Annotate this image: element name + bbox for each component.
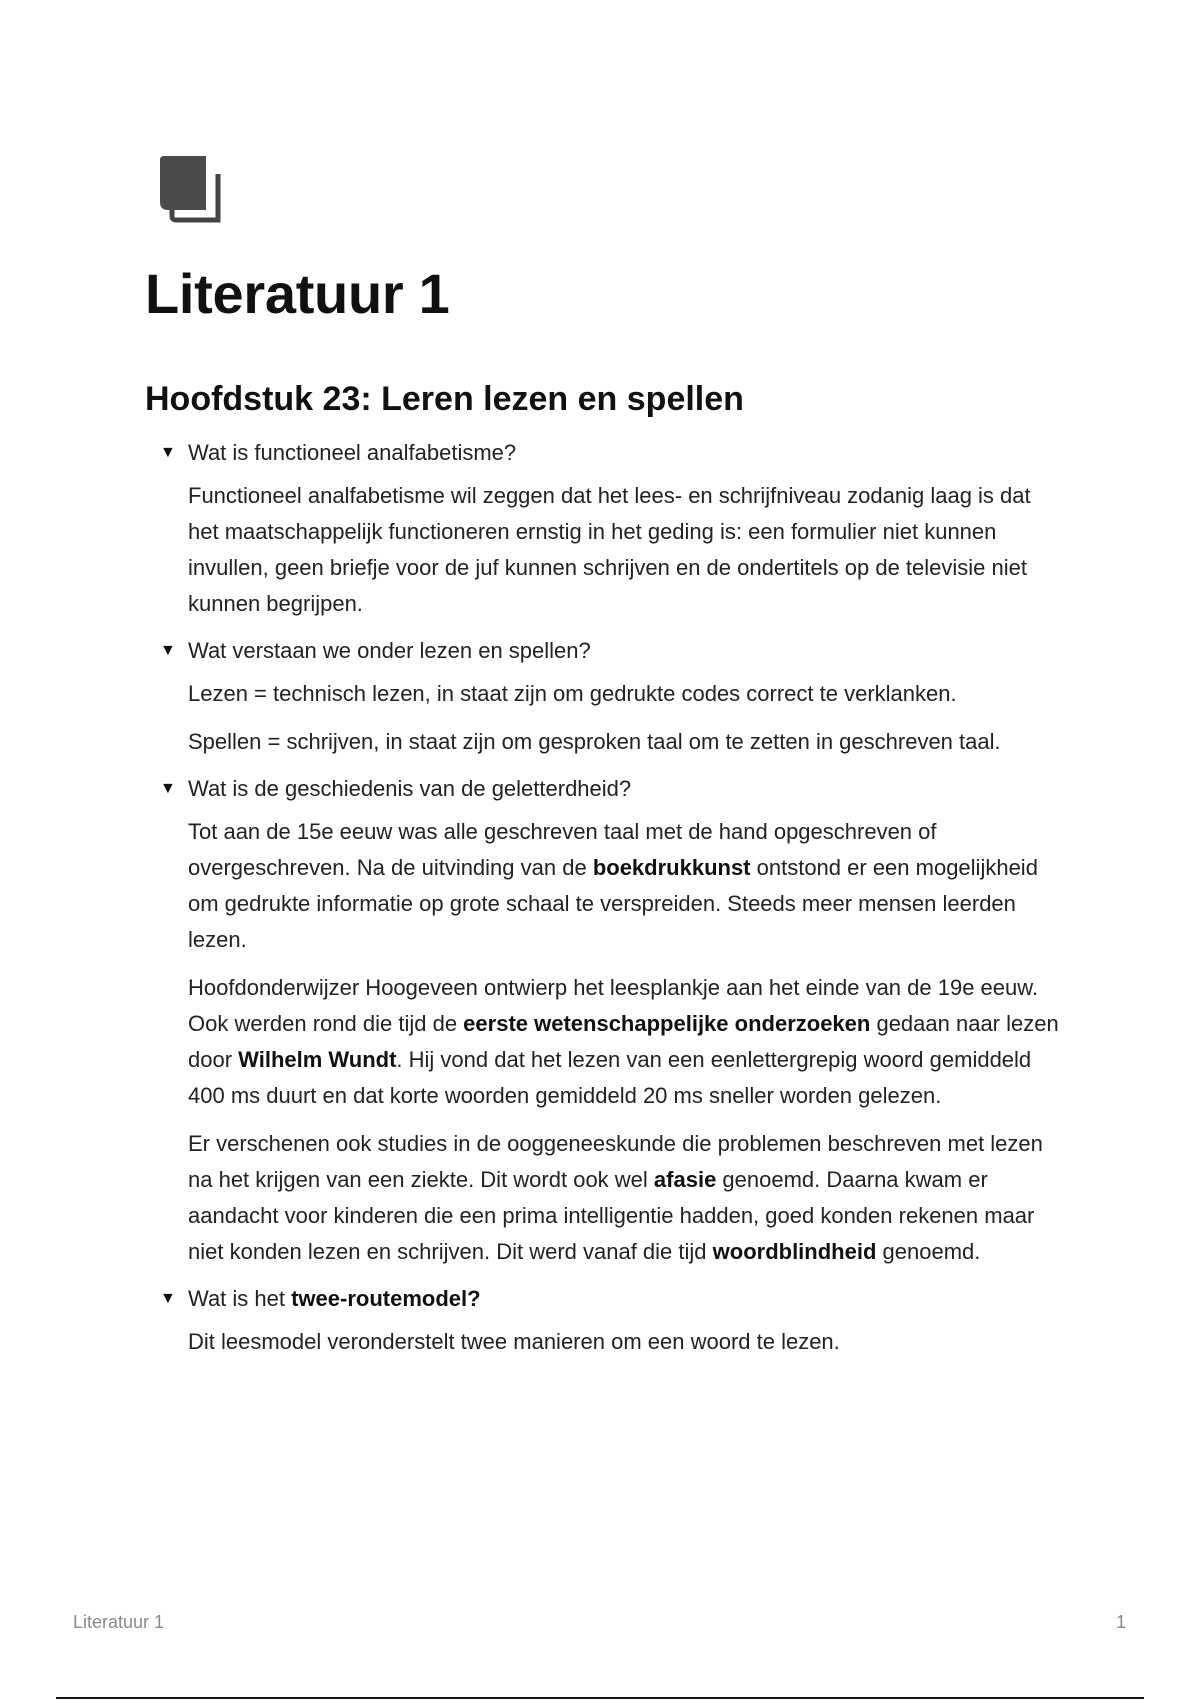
paragraph: Lezen = technisch lezen, in staat zijn om gedrukte codes correct te verklanken. <box>188 681 957 706</box>
toggle-block <box>160 436 1060 622</box>
toggle-question: Wat is functioneel analfabetisme? <box>188 440 517 465</box>
toggle-triangle-icon[interactable]: ▼ <box>160 780 176 797</box>
toggle-body <box>160 676 1060 760</box>
paragraph: Er verschenen ook studies in de ooggeneeskunde die problemen beschreven met lezen na het krijgen van een ziekte. Dit wordt ook wel afasie genoemd. Daarna kwam er aandacht voor kinderen die een prima intelligentie hadden, goed konden rekenen maar niet konden lezen en schrijven. Dit werd vanaf die tijd woordblindheid genoemd. <box>188 1131 1043 1264</box>
toggle-block <box>160 634 1060 760</box>
chapter-heading: Hoofdstuk 23: Leren lezen en spellen <box>145 380 744 418</box>
paragraph: Functioneel analfabetisme wil zeggen dat het lees- en schrijfniveau zodanig laag is dat het maatschappelijk functioneren ernstig in het geding is: een formulier niet kunnen invullen, geen briefje voor de juf kunnen schrijven en de ondertitels op de televisie niet kunnen begrijpen. <box>188 483 1031 616</box>
toggle-header[interactable] <box>160 1282 1060 1316</box>
bold-term: afasie <box>653 1167 717 1192</box>
toggle-body <box>160 478 1060 622</box>
paragraph: Tot aan de 15e eeuw was alle geschreven taal met de hand opgeschreven of overgeschreven. Na de uitvinding van de boekdrukkunst ontstond er een mogelijkheid om gedrukte informatie op grote schaal te verspreiden. Steeds meer mensen leerden lezen. <box>188 819 1038 952</box>
toggle-triangle-icon[interactable]: ▼ <box>160 444 176 461</box>
book-pages-icon <box>158 156 222 224</box>
footer-page-number: 1 <box>1115 1612 1126 1632</box>
toggle-question: Wat is het twee-routemodel? <box>188 1286 481 1311</box>
footer-document-title: Literatuur 1 <box>73 1612 165 1632</box>
toggle-triangle-icon[interactable]: ▼ <box>160 642 176 659</box>
toggle-question: Wat verstaan we onder lezen en spellen? <box>188 638 591 663</box>
bold-term: Wilhelm Wundt <box>238 1047 397 1072</box>
paragraph: Hoofdonderwijzer Hoogeveen ontwierp het leesplankje aan het einde van de 19e eeuw. Ook werden rond die tijd de eerste wetenschappelijke onderzoeken gedaan naar lezen door Wilhelm Wundt. Hij vond dat het lezen van een eenlettergrepig woord gemiddeld 400 ms duurt en dat korte woorden gemiddeld 20 ms sneller worden gelezen. <box>188 975 1059 1108</box>
toggle-block <box>160 772 1060 1270</box>
bold-term: woordblindheid <box>712 1239 877 1264</box>
toggle-header[interactable] <box>160 772 1060 806</box>
page-title: Literatuur 1 <box>145 262 450 325</box>
toggle-header[interactable] <box>160 634 1060 668</box>
toggle-triangle-icon[interactable]: ▼ <box>160 1290 176 1307</box>
toggle-body <box>160 1324 1060 1360</box>
toggle-block <box>160 1282 1060 1360</box>
bold-term: boekdrukkunst <box>592 855 751 880</box>
toggle-question: Wat is de geschiedenis van de geletterdheid? <box>188 776 632 801</box>
page-icon <box>158 156 222 224</box>
bold-term: eerste wetenschappelijke onderzoeken <box>463 1011 871 1036</box>
toggle-header[interactable] <box>160 436 1060 470</box>
toggle-body <box>160 814 1060 1270</box>
paragraph: Dit leesmodel veronderstelt twee manieren om een woord te lezen. <box>188 1329 840 1354</box>
toggle-list <box>160 436 1060 1372</box>
bold-term: twee-routemodel? <box>291 1286 481 1311</box>
footer-divider <box>56 1697 1144 1699</box>
paragraph: Spellen = schrijven, in staat zijn om gesproken taal om te zetten in geschreven taal. <box>188 729 1001 754</box>
